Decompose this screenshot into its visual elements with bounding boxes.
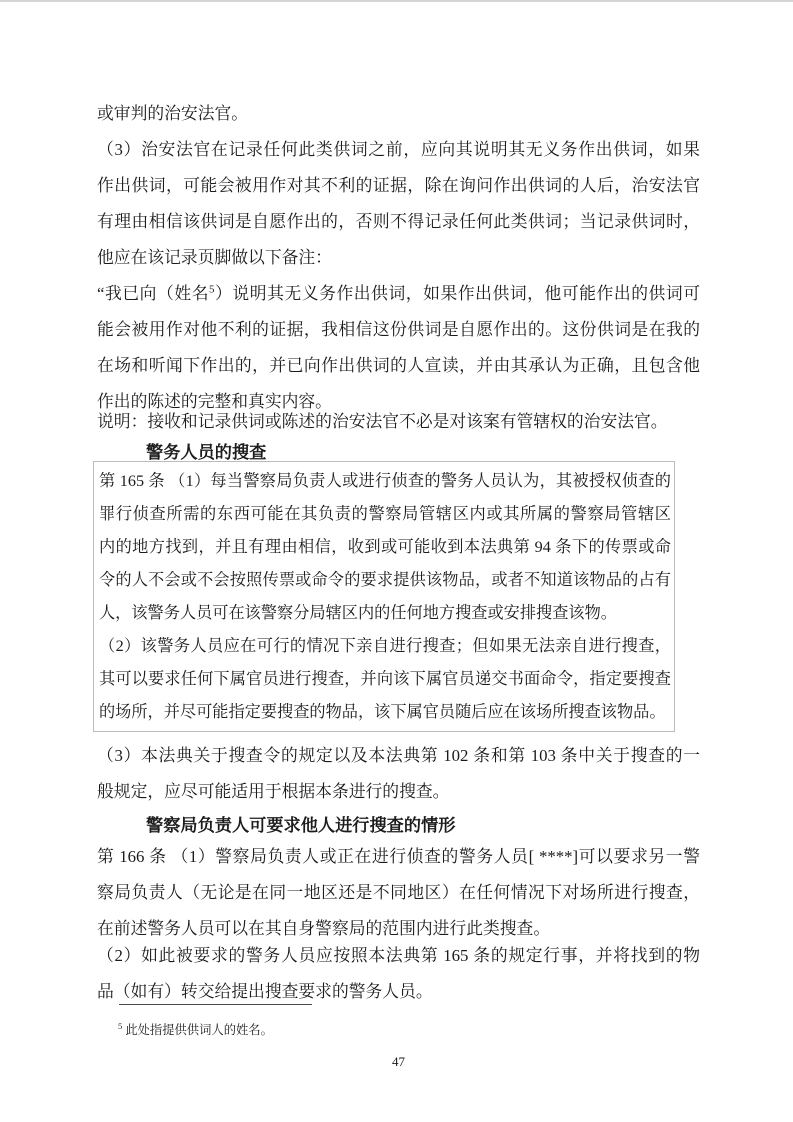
footnote-marker: 5 xyxy=(118,1020,123,1031)
paragraph-3-confession-rules xyxy=(97,132,700,276)
text-line: 作出供词，可能会被用作对其不利的证据，除在询问作出供词的人后，治安法官 xyxy=(97,176,700,195)
text-line: 内的地方找到，并且有理由相信，收到或可能收到本法典第 94 条下的传票或命 xyxy=(99,538,671,556)
text-line xyxy=(97,276,700,312)
text-line: 或审判的治安法官。 xyxy=(97,104,249,123)
section-165-paragraph-1 xyxy=(99,465,671,630)
text-line: 察局负责人（无论是在同一地区还是不同地区）在任何情况下对场所进行搜查， xyxy=(97,883,700,902)
text-line: 其可以要求任何下属官员进行搜查，并向该下属官员递交书面命令，指定要搜查 xyxy=(99,670,671,688)
section-165-paragraph-2 xyxy=(99,630,671,729)
footnote-text: 此处指提供供词人的姓名。 xyxy=(122,1023,273,1037)
text-line: 品（如有）转交给提出搜查要求的警务人员。 xyxy=(97,982,433,1001)
quote-line1-pre: “我已向（姓名 xyxy=(97,284,210,303)
text-line: 第 165 条 （1）每当警察局负责人或进行侦查的警务人员认为，其被授权侦查的 xyxy=(99,472,671,490)
text-line: 罪行侦查所需的东西可能在其负责的警察局管辖区内或其所属的警察局管辖区 xyxy=(99,505,671,523)
page-number: 47 xyxy=(392,1054,405,1069)
section-165-paragraph-3 xyxy=(97,738,700,810)
text-line: 在场和听闻下作出的，并已向作出供词的人宣读，并由其承认为正确，且包含他 xyxy=(97,356,700,375)
section-heading-search-request: 警察局负责人可要求他人进行搜查的情形 xyxy=(146,816,456,835)
text-line: 能会被用作对他不利的证据，我相信这份供词是自愿作出的。这份供词是在我的 xyxy=(97,320,700,339)
text-line: 有理由相信该供词是自愿作出的，否则不得记录任何此类供词；当记录供词时， xyxy=(97,212,700,231)
section-166-paragraph-2 xyxy=(97,938,700,1010)
text-line: 作出的陈述的完整和真实内容。 xyxy=(97,392,332,411)
text-line: 般规定，应尽可能适用于根据本条进行的搜查。 xyxy=(97,782,450,801)
scan-edge-artifact xyxy=(0,0,793,2)
text-line: 令的人不会或不会按照传票或命令的要求提供该物品，或者不知道该物品的占有 xyxy=(99,571,671,589)
text-line: 说明：接收和记录供词或陈述的治安法官不必是对该案有管辖权的治安法官。 xyxy=(97,412,668,431)
text-line: （3）治安法官在记录任何此类供词之前，应向其说明其无义务作出供词，如果 xyxy=(97,140,700,159)
footnote xyxy=(118,1021,700,1039)
quote-line1-post: ）说明其无义务作出供词，如果作出供词，他可能作出的供词可 xyxy=(214,284,700,303)
text-line: 第 166 条 （1）警察局负责人或正在进行侦查的警务人员[ ****]可以要求另一警 xyxy=(97,847,700,866)
quote-paragraph xyxy=(97,276,700,420)
text-line: （2）该警务人员应在可行的情况下亲自进行搜查；但如果无法亲自进行搜查， xyxy=(99,637,671,655)
section-166-paragraph-1 xyxy=(97,839,700,947)
explanation-note xyxy=(97,404,700,440)
text-line: （3）本法典关于搜查令的规定以及本法典第 102 条和第 103 条中关于搜查的一 xyxy=(97,746,700,765)
text-line: 的场所，并尽可能指定要搜查的物品，该下属官员随后应在该场所搜查该物品。 xyxy=(99,703,666,721)
text-line: 在前述警务人员可以在其自身警察局的范围内进行此类搜查。 xyxy=(97,919,551,938)
text-line: 人，该警务人员可在该警察分局辖区内的任何地方搜查或安排搜查该物。 xyxy=(99,604,617,622)
section-165-box xyxy=(93,461,675,732)
text-line: 他应在该记录页脚做以下备注： xyxy=(97,248,332,267)
footnote-ref-marker: 5 xyxy=(209,283,215,296)
paragraph-tail xyxy=(97,96,700,132)
text-line: （2）如此被要求的警务人员应按照本法典第 165 条的规定行事，并将找到的物 xyxy=(97,946,700,965)
section-heading-police-search: 警务人员的搜查 xyxy=(146,443,267,462)
